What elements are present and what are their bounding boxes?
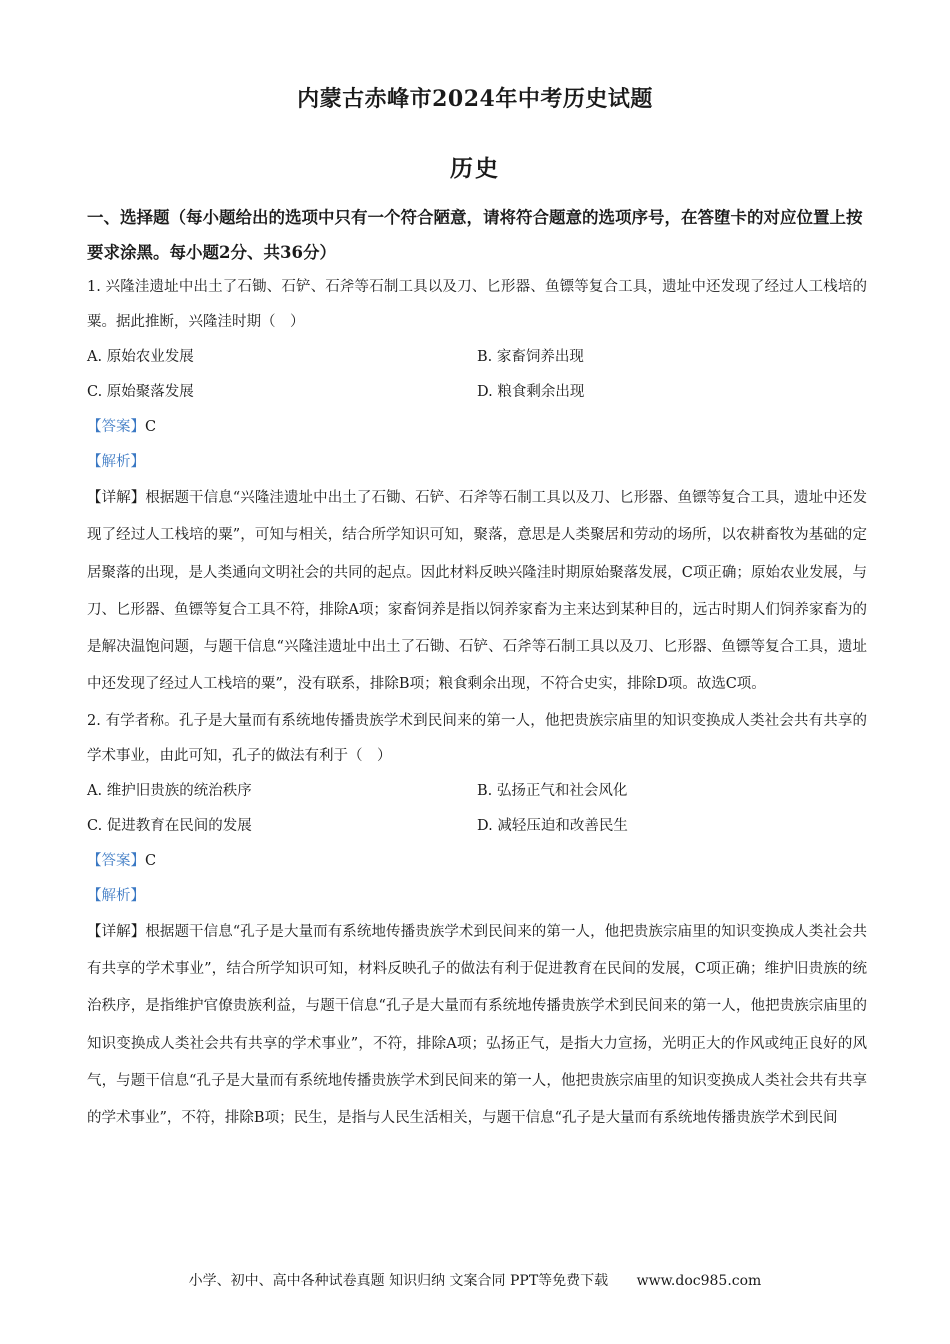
q2-option-b: B. 弘扬正气和社会风化: [477, 782, 628, 799]
q2-answer-tag: 【答案】: [87, 852, 145, 869]
q2-option-c: C. 促进教育在民间的发展: [87, 817, 252, 834]
q2-detail: [87, 914, 867, 1138]
question-2-options-row-1: [87, 774, 867, 809]
q1-option-a: A. 原始农业发展: [87, 349, 194, 365]
q1-detail-tag: 【详解】: [87, 490, 146, 506]
question-1-options-row-2: [87, 375, 867, 410]
question-1-stem: 1. 兴隆洼遗址中出土了石锄、石铲、石斧等石制工具以及刀、匕形器、鱼镖等复合工具，遗址中还发现了经过人工栈培的粟。据此推断，兴隆洼时期（ ）: [87, 279, 867, 330]
document-body: [87, 200, 867, 1138]
q1-option-b: B. 家畜饲养出现: [477, 349, 584, 365]
q2-detail-text: 根据题干信息“孔子是大量而有系统地传播贵族学术到民间来的第一人，他把贵族宗庙里的知识变换成人类社会共有共享的学术事业”，结合所学知识可知，材料反映孔子的做法有利于促进教育在民间的发展，C项正确；维护旧贵族的统治秩序，是指维护官僚贵族利益，与题干信息“孔子是大量而有系统地传播贵族学术到民间来的第一人，他把贵族宗庙里的知识变换成人类社会共有共享的学术事业”，不符，排除A项；弘扬正气，是指大力宣扬，光明正大的作风或纯正良好的风气，与题干信息“孔子是大量而有系统地传播贵族学术到民间来的第一人，他把贵族宗庙里的知识变换成人类社会共有共享的学术事业”，不符，排除B项；民生，是指与人民生活相关，与题干信息“孔子是大量而有系统地传播贵族学术到民间: [87, 923, 867, 1127]
question-1-options-row-1: [87, 340, 867, 375]
q1-detail: [87, 480, 867, 704]
page-footer: [0, 1270, 950, 1290]
footer-text: 小学、初中、高中各种试卷真题 知识归纳 文案合同 PPT等免费下载: [188, 1273, 609, 1289]
q1-answer-tag: 【答案】: [87, 419, 145, 435]
q2-option-a: A. 维护旧贵族的统治秩序: [87, 782, 252, 799]
q1-detail-text: 根据题干信息“兴隆洼遗址中出土了石锄、石铲、石斧等石制工具以及刀、匕形器、鱼镖等复合工具，遗址中还发现了经过人工栈培的粟”，可知与相关，结合所学知识可知，聚落，意思是人类聚居和劳动的场所，以农耕畜牧为基础的定居聚落的出现，是人类通向文明社会的共同的起点。因此材料反映兴隆洼时期原始聚落发展，C项正确；原始农业发展，与刀、匕形器、鱼镖等复合工具不符，排除A项；家畜饲养是指以饲养家畜为主来达到某种目的，远古时期人们饲养家畜为的是解决温饱问题，与题干信息“兴隆洼遗址中出土了石锄、石铲、石斧等石制工具以及刀、匕形器、鱼镖等复合工具，遗址中还发现了经过人工栈培的粟”，没有联系，排除B项；粮食剩余出现，不符合史实，排除D项。故选C项。: [87, 490, 867, 693]
question-2-options-row-2: [87, 809, 867, 844]
question-2-stem: 2. 有学者称。孔子是大量而有系统地传播贵族学术到民间来的第一人，他把贵族宗庙里的知识变换成人类社会共有共享的学术事业，由此可知，孔子的做法有利于（ ）: [87, 712, 867, 764]
q2-option-d: D. 减轻压迫和改善民生: [477, 817, 628, 834]
q1-option-c: C. 原始聚落发展: [87, 384, 194, 400]
footer-url: www.doc985.com: [636, 1273, 762, 1289]
section-heading: 一、选择题（每小题给出的选项中只有一个符合陋意，请将符合题意的选项序号，在答堕卡的对应位置上按要求涂黑。每小题2分、共36分）: [87, 208, 863, 262]
q2-detail-tag: 【详解】: [87, 923, 146, 940]
q2-analysis-line: [87, 879, 867, 914]
q1-analysis-line: [87, 445, 867, 480]
q1-option-d: D. 粮食剩余出现: [477, 384, 585, 400]
page-title: 内蒙古赤峰市2024年中考历史试题: [297, 86, 653, 112]
q2-answer-line: [87, 844, 867, 879]
q2-analysis-tag: 【解析】: [87, 887, 145, 904]
page-subtitle: 历史: [450, 155, 500, 182]
q2-answer-value: C: [145, 852, 157, 869]
q1-answer-value: C: [145, 419, 157, 435]
q1-analysis-tag: 【解析】: [87, 454, 145, 470]
q1-answer-line: [87, 410, 867, 445]
